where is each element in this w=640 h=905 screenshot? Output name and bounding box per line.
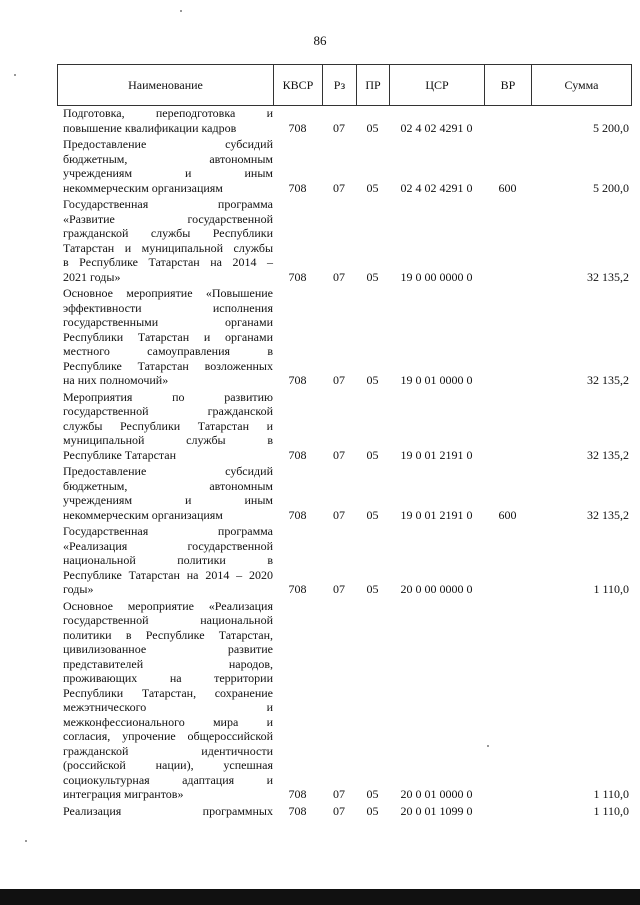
- row-sum: 5 200,0: [593, 120, 629, 135]
- row-rz: 07: [333, 447, 345, 462]
- row-rz: 07: [333, 180, 345, 195]
- row-pr: 05: [366, 582, 379, 596]
- row-name-line: Государственная программа: [63, 524, 273, 538]
- row-pr: 05: [366, 787, 379, 801]
- row-name-line: Мероприятия по развитию: [63, 389, 273, 404]
- row-name-line: учреждениям и иным: [63, 166, 273, 180]
- table-row: [57, 599, 631, 802]
- row-sum: 1 110,0: [593, 803, 629, 818]
- row-name-line: годы»: [63, 582, 94, 596]
- row-pr: 05: [366, 507, 379, 522]
- row-csr: 20 0 00 0000 0: [400, 582, 473, 596]
- row-kvsr: 708: [288, 373, 307, 387]
- row-name-line: местного самоуправления в: [63, 344, 273, 358]
- row-csr: 02 4 02 4291 0: [400, 180, 473, 195]
- row-name-line: Республике Татарстан возложенных: [63, 358, 273, 373]
- row-csr: 19 0 01 0000 0: [400, 373, 473, 387]
- scan-speck: [180, 10, 182, 12]
- row-name-line: гражданской службы Республики: [63, 226, 273, 240]
- row-name-line: 2021 годы»: [63, 269, 121, 284]
- row-sum: 32 135,2: [587, 447, 629, 462]
- row-sum: 1 110,0: [593, 582, 629, 596]
- row-csr: 20 0 01 0000 0: [400, 787, 473, 801]
- row-name-line: учреждениям и иным: [63, 493, 273, 507]
- row-kvsr: 708: [288, 447, 307, 462]
- table-row: [57, 524, 631, 597]
- row-name-line: государственными органами: [63, 315, 273, 329]
- row-name-line: Республике Татарстан на 2014 – 2020: [63, 567, 273, 582]
- row-sum: 1 110,0: [593, 787, 629, 801]
- row-rz: 07: [333, 373, 345, 387]
- row-name: [57, 106, 273, 135]
- row-kvsr: 708: [288, 787, 307, 801]
- row-name-line: государственной национальной: [63, 613, 273, 627]
- row-csr: 19 0 01 2191 0: [400, 447, 473, 462]
- row-rz: 07: [333, 507, 345, 522]
- row-sum: 32 135,2: [587, 507, 629, 522]
- row-pr: 05: [366, 180, 379, 195]
- row-pr: 05: [366, 803, 379, 818]
- row-kvsr: 708: [288, 180, 307, 195]
- row-name: [57, 137, 273, 195]
- row-name-line: бюджетным, автономным: [63, 151, 273, 166]
- row-name-line: межконфессионального мира и: [63, 714, 273, 729]
- row-name-line: политики в Республике Татарстан,: [63, 627, 273, 642]
- row-name: [57, 390, 273, 463]
- table-row: [57, 804, 631, 819]
- row-kvsr: 708: [288, 582, 307, 596]
- row-name: [57, 464, 273, 522]
- row-name-line: (российской нации), успешная: [63, 758, 273, 772]
- row-name: [57, 804, 273, 819]
- row-name: [57, 599, 273, 802]
- row-csr: 20 0 01 1099 0: [400, 803, 473, 818]
- table-row: [57, 106, 631, 135]
- row-pr: 05: [366, 120, 379, 135]
- row-sum: 5 200,0: [593, 180, 629, 195]
- page-number: 86: [313, 33, 327, 48]
- table-row: [57, 390, 631, 463]
- row-kvsr: 708: [288, 120, 307, 135]
- row-csr: 19 0 00 0000 0: [400, 269, 473, 284]
- row-name-line: эффективности исполнения: [63, 300, 273, 315]
- header-sum: Сумма: [532, 65, 632, 106]
- scan-speck: [14, 74, 16, 76]
- row-name-line: интеграция мигрантов»: [63, 787, 184, 801]
- row-sum: 32 135,2: [587, 373, 629, 387]
- row-name-line: Татарстан и муниципальной службы: [63, 240, 273, 255]
- row-name-line: гражданской идентичности: [63, 743, 273, 758]
- header-vr: ВР: [485, 65, 532, 106]
- header-csr: ЦСР: [390, 65, 485, 106]
- row-sum: 32 135,2: [587, 269, 629, 284]
- header-name: Наименование: [58, 65, 274, 106]
- row-name-line: цивилизованное развитие: [63, 642, 273, 656]
- row-pr: 05: [366, 269, 379, 284]
- table-body: [57, 106, 631, 820]
- row-rz: 07: [333, 803, 345, 818]
- table-row: [57, 286, 631, 388]
- row-name-line: Республики Татарстан, сохранение: [63, 685, 273, 700]
- row-name: [57, 286, 273, 388]
- row-name-line: национальной политики в: [63, 553, 273, 567]
- row-name-line: Подготовка, переподготовка и: [63, 106, 273, 120]
- row-rz: 07: [333, 787, 345, 801]
- table-row: [57, 464, 631, 522]
- row-name-line: некоммерческим организациям: [63, 180, 223, 195]
- table-row: [57, 197, 631, 284]
- row-name: [57, 524, 273, 597]
- table-row: [57, 137, 631, 195]
- row-name: [57, 197, 273, 284]
- row-csr: 02 4 02 4291 0: [400, 120, 473, 135]
- row-name-line: некоммерческим организациям: [63, 507, 223, 522]
- row-name-line: согласия, упрочение общероссийской: [63, 729, 273, 743]
- row-pr: 05: [366, 373, 379, 387]
- row-name-line: представителей народов,: [63, 656, 273, 671]
- header-kvsr: КВСР: [274, 65, 323, 106]
- row-name-line: Республики Татарстан и органами: [63, 329, 273, 344]
- row-kvsr: 708: [288, 803, 307, 818]
- row-rz: 07: [333, 269, 345, 284]
- row-name-line: Государственная программа: [63, 197, 273, 211]
- row-name-line: межэтнического и: [63, 700, 273, 714]
- row-name-line: службы Республики Татарстан и: [63, 418, 273, 433]
- row-name-line: бюджетным, автономным: [63, 478, 273, 493]
- row-kvsr: 708: [288, 507, 307, 522]
- header-pr: ПР: [357, 65, 390, 106]
- row-name-line: Республике Татарстан: [63, 447, 177, 462]
- row-csr: 19 0 01 2191 0: [400, 507, 473, 522]
- row-name-line: повышение квалификации кадров: [63, 120, 237, 135]
- row-name-line: Основное мероприятие «Повышение: [63, 286, 273, 300]
- row-name-line: проживающих на территории: [63, 671, 273, 685]
- row-name-line: «Развитие государственной: [63, 211, 273, 226]
- row-vr: 600: [498, 507, 517, 522]
- row-name-line: Реализация программных: [63, 803, 273, 818]
- row-name-line: Предоставление субсидий: [63, 137, 273, 151]
- table-header: [57, 64, 632, 106]
- scan-border: [0, 889, 640, 905]
- row-pr: 05: [366, 447, 379, 462]
- row-name-line: в Республике Татарстан на 2014 –: [63, 255, 273, 269]
- row-name-line: государственной гражданской: [63, 404, 273, 418]
- row-name-line: Основное мероприятие «Реализация: [63, 598, 273, 613]
- row-name-line: Предоставление субсидий: [63, 464, 273, 478]
- row-rz: 07: [333, 120, 345, 135]
- scan-speck: [25, 840, 27, 842]
- row-kvsr: 708: [288, 269, 307, 284]
- row-name-line: муниципальной службы в: [63, 433, 273, 447]
- scan-speck: [487, 745, 489, 747]
- row-rz: 07: [333, 582, 345, 596]
- row-name-line: «Реализация государственной: [63, 538, 273, 553]
- header-rz: Рз: [323, 65, 357, 106]
- row-name-line: социокультурная адаптация и: [63, 772, 273, 787]
- row-vr: 600: [498, 180, 517, 195]
- row-name-line: на них полномочий»: [63, 373, 169, 387]
